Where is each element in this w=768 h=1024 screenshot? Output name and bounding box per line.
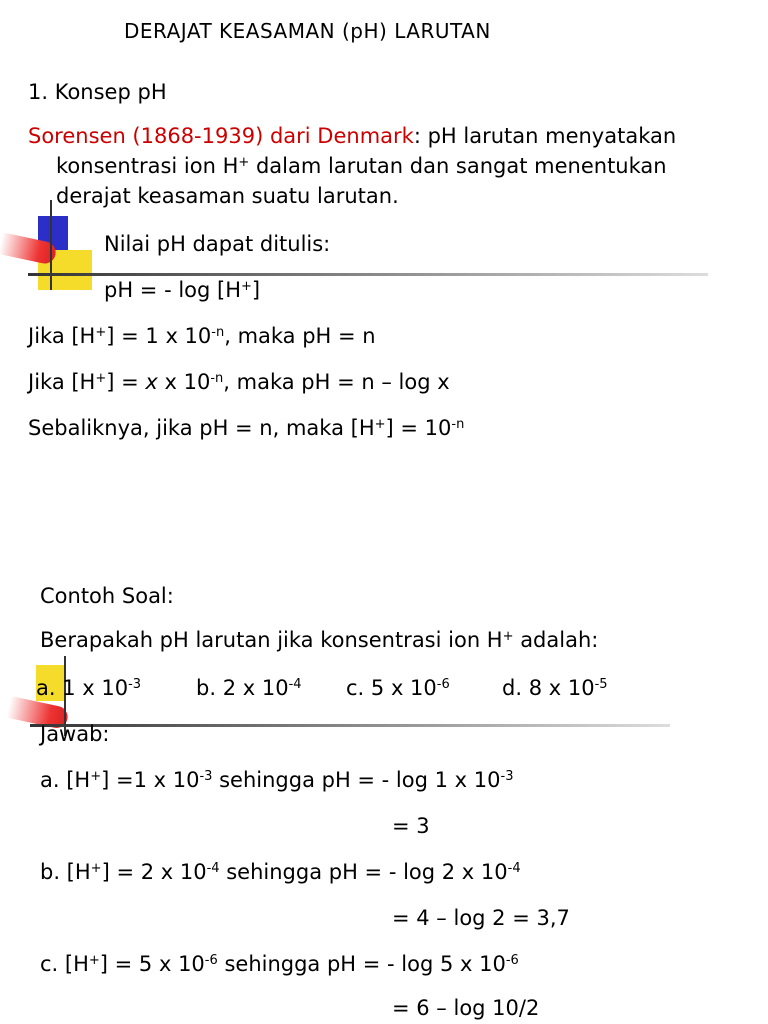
superscript: +	[90, 768, 102, 784]
rule-text: ] = 1 x 10	[106, 324, 212, 348]
deco-vertical-line	[50, 200, 52, 290]
rule-text: Sebaliknya, jika pH = n, maka [H	[28, 416, 375, 440]
superscript: +	[502, 628, 514, 644]
option-b	[196, 676, 302, 700]
answer-a	[40, 768, 513, 792]
definition-line-2-text: konsentrasi ion H	[56, 154, 239, 178]
deco-horizontal-line	[28, 273, 708, 276]
option-label: a.	[36, 676, 56, 700]
answer-text: ] =1 x 10	[101, 768, 200, 792]
superscript: -5	[594, 676, 608, 692]
rule-text: Jika [H	[28, 324, 96, 348]
option-label: b.	[196, 676, 217, 700]
superscript: -4	[206, 860, 220, 876]
superscript: -n	[211, 324, 225, 340]
formula	[104, 278, 260, 302]
option-value: 5 x 10	[370, 676, 437, 700]
formula-intro: Nilai pH dapat ditulis:	[104, 232, 331, 256]
superscript: -n	[451, 416, 465, 432]
answer-heading: Jawab:	[40, 722, 110, 746]
example-question	[40, 628, 598, 652]
superscript: +	[95, 370, 107, 386]
rule-text: ] = 10	[385, 416, 452, 440]
answer-text: sehingga pH = - log 1 x 10	[212, 768, 501, 792]
option-d	[502, 676, 608, 700]
rule-text: ] =	[106, 370, 146, 394]
superscript: +	[238, 154, 250, 170]
rule-3	[28, 416, 464, 440]
answer-text: ] = 5 x 10	[99, 952, 205, 976]
answer-text: b. [H	[40, 860, 91, 884]
definition-line-2-text-end: dalam larutan dan sangat menentukan	[249, 154, 667, 178]
formula-text: pH = - log [H	[104, 278, 241, 302]
superscript: +	[90, 860, 102, 876]
definition-line-2	[56, 154, 667, 178]
definition-highlight: Sorensen (1868-1939) dari Denmark	[28, 124, 414, 148]
question-text: Berapakah pH larutan jika konsentrasi ion H	[40, 628, 503, 652]
rule-1	[28, 324, 376, 348]
superscript: -3	[199, 768, 213, 784]
answer-b	[40, 860, 521, 884]
superscript: +	[95, 324, 107, 340]
superscript: +	[88, 952, 100, 968]
rule-2	[28, 370, 450, 394]
definition-line-3: derajat keasaman suatu larutan.	[56, 184, 399, 208]
option-a	[36, 676, 141, 700]
rule-text: , maka pH = n – log x	[223, 370, 450, 394]
answer-text: sehingga pH = - log 2 x 10	[219, 860, 508, 884]
deco-horizontal-line-2	[30, 724, 670, 727]
formula-text-end: ]	[251, 278, 261, 302]
answer-text: a. [H	[40, 768, 91, 792]
section-title: Konsep pH	[54, 80, 167, 104]
option-label: d.	[502, 676, 523, 700]
section-heading	[28, 80, 167, 104]
superscript: -6	[505, 952, 519, 968]
superscript: -3	[500, 768, 514, 784]
option-value: 8 x 10	[528, 676, 595, 700]
superscript: -3	[128, 676, 142, 692]
rule-text: Jika [H	[28, 370, 96, 394]
example-heading: Contoh Soal:	[40, 584, 174, 608]
answer-text: ] = 2 x 10	[101, 860, 207, 884]
option-value: 2 x 10	[222, 676, 289, 700]
rule-text: x 10	[157, 370, 211, 394]
option-value: 1 x 10	[62, 676, 129, 700]
answer-b-result: = 4 – log 2 = 3,7	[392, 906, 570, 930]
option-label: c.	[346, 676, 365, 700]
superscript: +	[241, 278, 252, 294]
question-text-end: adalah:	[513, 628, 599, 652]
superscript: -4	[507, 860, 521, 876]
answer-a-result: = 3	[392, 814, 430, 838]
page-title: DERAJAT KEASAMAN (pH) LARUTAN	[124, 19, 491, 43]
definition-line-1	[28, 124, 676, 148]
answer-c-result: = 6 – log 10/2	[392, 996, 540, 1020]
section-number: 1.	[28, 80, 49, 104]
definition-line-1-rest: : pH larutan menyatakan	[413, 124, 677, 148]
superscript: -n	[210, 370, 224, 386]
answer-text: sehingga pH = - log 5 x 10	[217, 952, 506, 976]
superscript: -6	[436, 676, 450, 692]
superscript: -6	[204, 952, 218, 968]
option-c	[346, 676, 450, 700]
answer-text: c. [H	[40, 952, 89, 976]
rule-text: , maka pH = n	[224, 324, 376, 348]
rule-variable: x	[145, 370, 158, 394]
superscript: -4	[288, 676, 302, 692]
answer-c	[40, 952, 519, 976]
superscript: +	[374, 416, 386, 432]
